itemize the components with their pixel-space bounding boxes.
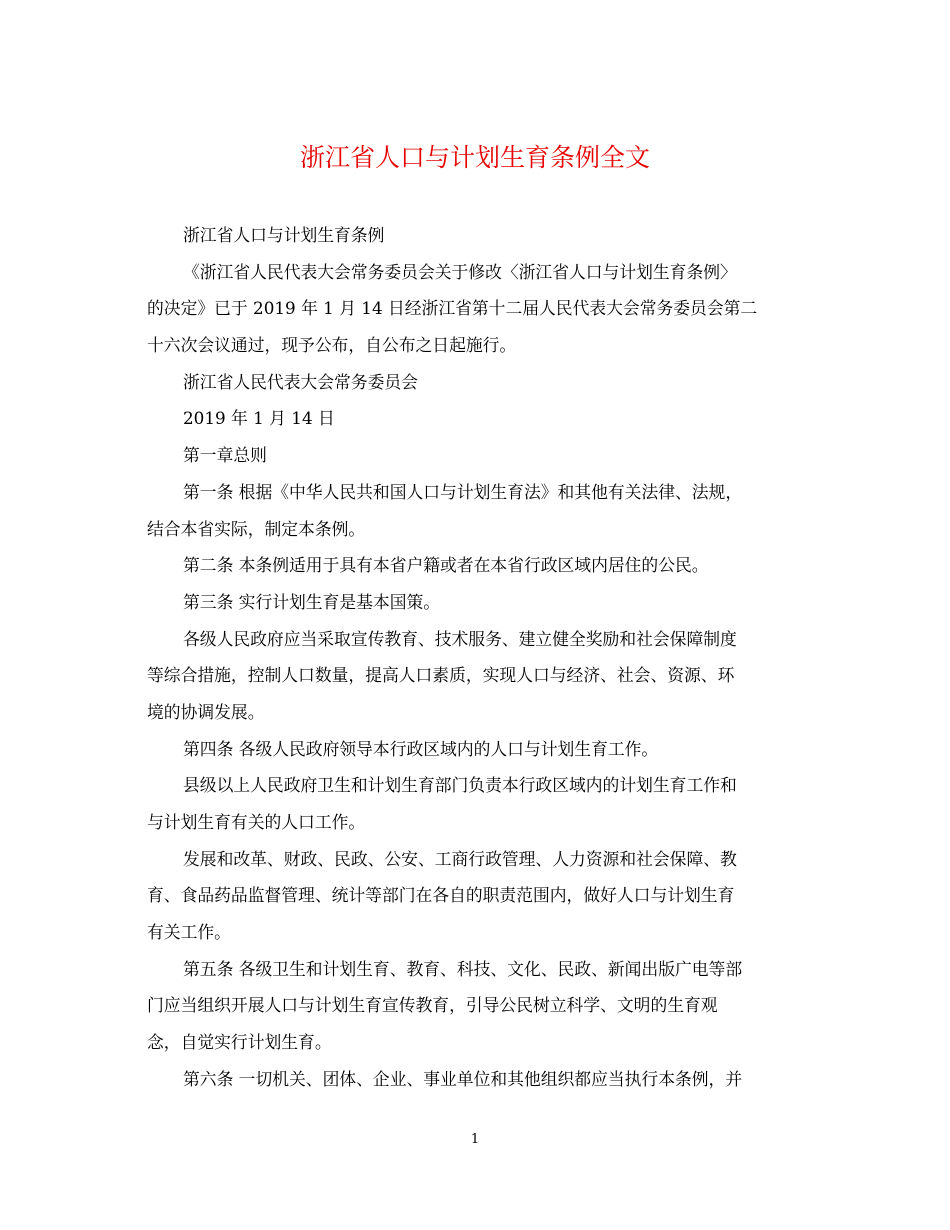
paragraph-line: 育、食品药品监督管理、统计等部门在各自的职责范围内，做好人口与计划生育 [147, 885, 735, 906]
paragraph-line: 境的协调发展。 [147, 701, 265, 722]
paragraph-line: 与计划生育有关的人口工作。 [147, 812, 366, 832]
paragraph-line: 第一章总则 [183, 445, 267, 466]
paragraph-line: 县级以上人民政府卫生和计划生育部门负责本行政区域内的计划生育工作和 [183, 775, 737, 796]
paragraph-line: 第三条 实行计划生育是基本国策。 [183, 591, 441, 612]
paragraph-line: 第六条 一切机关、团体、企业、事业单位和其他组织都应当执行本条例，并 [183, 1068, 743, 1089]
paragraph-line: 门应当组织开展人口与计划生育宣传教育，引导公民树立科学、文明的生育观 [147, 995, 718, 1016]
paragraph-line: 第五条 各级卫生和计划生育、教育、科技、文化、民政、新闻出版广电等部 [183, 958, 743, 979]
paragraph-line: 《浙江省人民代表大会常务委员会关于修改〈浙江省人口与计划生育条例〉 [183, 261, 737, 282]
paragraph-line: 念，自觉实行计划生育。 [147, 1032, 332, 1053]
paragraph-line: 浙江省人民代表大会常务委员会 [183, 371, 418, 392]
page-number: 1 [470, 1132, 480, 1147]
paragraph-line: 第四条 各级人民政府领导本行政区域内的人口与计划生育工作。 [183, 738, 659, 759]
paragraph-line: 2019 年 1 月 14 日 [183, 408, 335, 429]
paragraph-line: 十六次会议通过，现予公布，自公布之日起施行。 [147, 335, 517, 356]
paragraph-line: 各级人民政府应当采取宣传教育、技术服务、建立健全奖励和社会保障制度 [183, 628, 737, 649]
paragraph-line: 第一条 根据《中华人民共和国人口与计划生育法》和其他有关法律、法规， [183, 481, 743, 502]
document-title: 浙江省人口与计划生育条例全文 [299, 143, 650, 172]
document-body [147, 217, 807, 1098]
paragraph-line: 有关工作。 [147, 922, 231, 943]
paragraph-line: 第二条 本条例适用于具有本省户籍或者在本省行政区域内居住的公民。 [183, 555, 709, 576]
paragraph-line: 发展和改革、财政、民政、公安、工商行政管理、人力资源和社会保障、教 [183, 848, 737, 869]
paragraph-line: 浙江省人口与计划生育条例 [183, 225, 385, 245]
paragraph-line: 等综合措施，控制人口数量，提高人口素质，实现人口与经济、社会、资源、环 [147, 665, 735, 686]
paragraph-line: 结合本省实际，制定本条例。 [147, 518, 366, 539]
paragraph-line: 的决定》已于 2019 年 1 月 14 日经浙江省第十二届人民代表大会常务委员会第二 [147, 298, 758, 319]
